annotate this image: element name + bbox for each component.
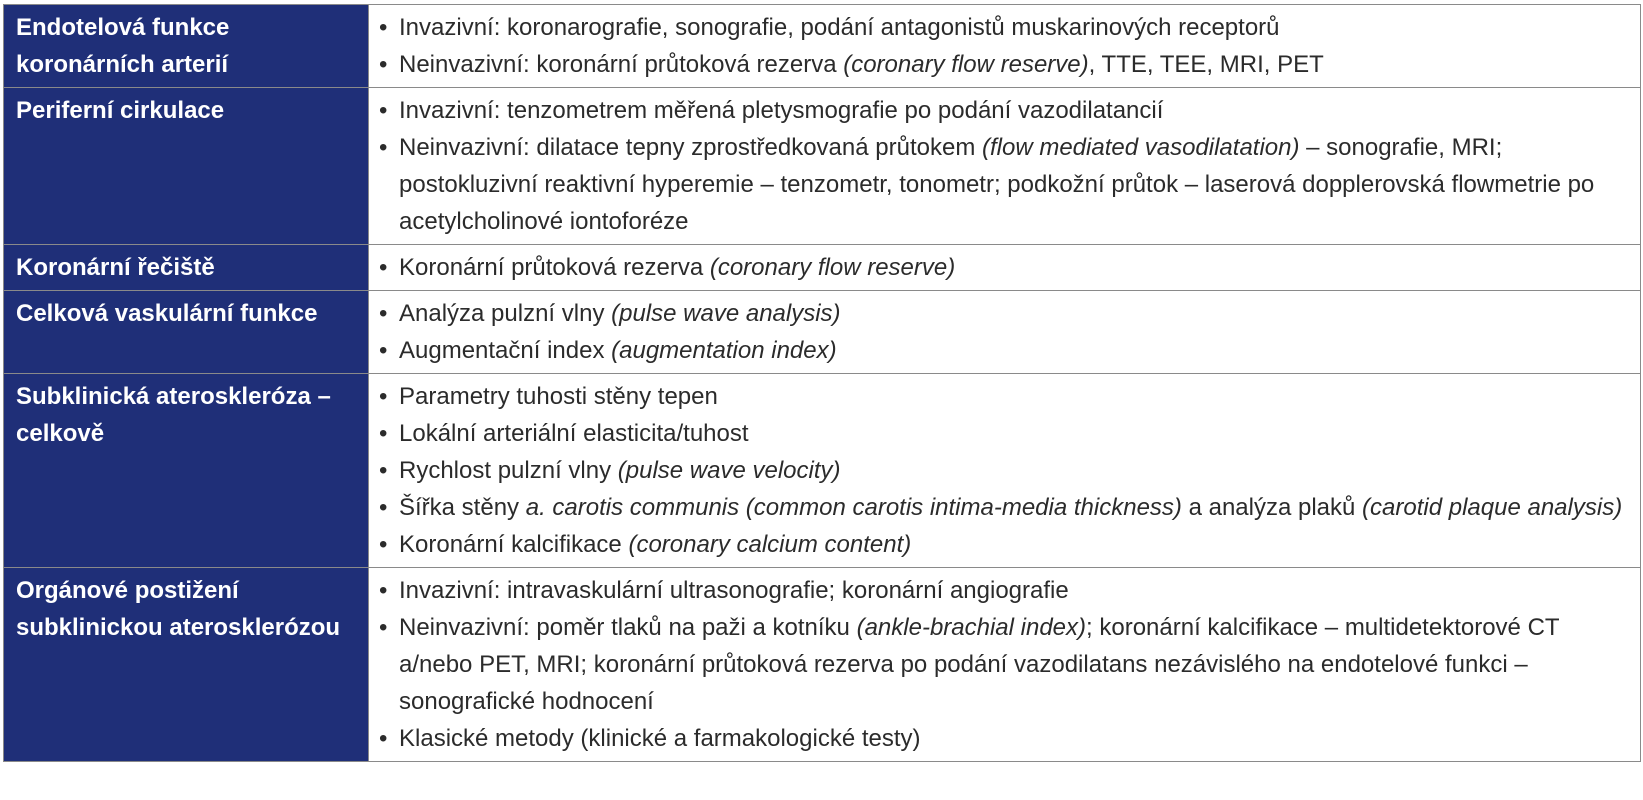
item-text: Koronární průtoková rezerva: [399, 254, 710, 281]
bullet-icon: •: [379, 577, 388, 604]
bullet-icon: •: [379, 254, 388, 281]
items-cell: [369, 88, 1641, 245]
table-row: [4, 568, 1641, 762]
list-item: [379, 526, 1630, 563]
bullet-icon: •: [379, 14, 388, 41]
bullet-icon: •: [379, 51, 388, 78]
item-text-italic: (coronary calcium content): [628, 531, 912, 558]
bullet-icon: •: [379, 531, 388, 558]
bullet-icon: •: [379, 614, 388, 641]
list-item: [379, 129, 1630, 240]
bullet-icon: •: [379, 420, 388, 447]
table-row: [4, 88, 1641, 245]
item-text: Rychlost pulzní vlny: [399, 457, 618, 484]
bullet-icon: •: [379, 725, 388, 752]
list-item: [379, 249, 1630, 286]
items-cell: [369, 291, 1641, 374]
table-row: [4, 374, 1641, 568]
list-item: [379, 46, 1630, 83]
table-row: [4, 291, 1641, 374]
item-text-italic: (ankle-brachial index): [856, 614, 1087, 641]
table-row: [4, 5, 1641, 88]
item-text-italic: (flow mediated vasodilatation): [981, 134, 1300, 161]
item-text: Invazivní: tenzometrem měřená pletysmografie po podání vazodilatancií: [399, 97, 1164, 124]
list-item: [379, 572, 1630, 609]
list-item: [379, 378, 1630, 415]
list-item: [379, 489, 1630, 526]
list-item: [379, 92, 1630, 129]
item-text-italic: (pulse wave velocity): [617, 457, 841, 484]
list-item: [379, 609, 1630, 720]
list-item: [379, 9, 1630, 46]
category-cell: Koronární řečiště: [4, 245, 369, 291]
bullet-icon: •: [379, 457, 388, 484]
item-text-italic: a. carotis communis (common carotis intima-media thickness): [525, 494, 1182, 521]
item-text: Augmentační index: [399, 337, 612, 364]
bullet-icon: •: [379, 300, 388, 327]
bullet-icon: •: [379, 337, 388, 364]
items-cell: [369, 374, 1641, 568]
item-text: Lokální arteriální elasticita/tuhost: [399, 420, 749, 447]
item-text-italic: (pulse wave analysis): [611, 300, 841, 327]
bullet-icon: •: [379, 134, 388, 161]
category-cell: Subklinická ateroskleróza – celkově: [4, 374, 369, 568]
item-text: Koronární kalcifikace: [399, 531, 629, 558]
item-text: a analýza plaků: [1181, 494, 1363, 521]
category-cell: Celková vaskulární funkce: [4, 291, 369, 374]
item-text: Šířka stěny: [399, 494, 526, 521]
methods-table-body: [4, 5, 1641, 762]
item-text-italic: (coronary flow reserve): [843, 51, 1089, 78]
item-text-italic: (augmentation index): [611, 337, 837, 364]
methods-table: [3, 4, 1641, 762]
list-item: [379, 720, 1630, 757]
item-text: Neinvazivní: koronární průtoková rezerva: [399, 51, 844, 78]
item-text: – sonografie, MRI; postokluzivní reaktivní hyperemie – tenzometr, tonometr; podkožní průtok – laserová dopplerovská flowmetrie po acetylcholinové iontoforéze: [399, 134, 1595, 235]
item-text: Analýza pulzní vlny: [399, 300, 612, 327]
table-row: [4, 245, 1641, 291]
item-text: Invazivní: koronarografie, sonografie, podání antagonistů muskarinových receptorů: [399, 14, 1280, 41]
item-text: Invazivní: intravaskulární ultrasonografie; koronární angiografie: [399, 577, 1069, 604]
list-item: [379, 295, 1630, 332]
bullet-icon: •: [379, 494, 388, 521]
item-text-italic: (carotid plaque analysis): [1362, 494, 1623, 521]
item-text: Neinvazivní: dilatace tepny zprostředkovaná průtokem: [399, 134, 982, 161]
item-text: Neinvazivní: poměr tlaků na paži a kotníku: [399, 614, 857, 641]
items-cell: [369, 245, 1641, 291]
list-item: [379, 415, 1630, 452]
items-cell: [369, 568, 1641, 762]
item-text-italic: (coronary flow reserve): [709, 254, 956, 281]
category-cell: Periferní cirkulace: [4, 88, 369, 245]
list-item: [379, 452, 1630, 489]
category-cell: Orgánové postižení subklinickou aterosklerózou: [4, 568, 369, 762]
item-text: Parametry tuhosti stěny tepen: [399, 383, 718, 410]
category-cell: Endotelová funkce koronárních arterií: [4, 5, 369, 88]
item-text: Klasické metody (klinické a farmakologické testy): [399, 725, 921, 752]
item-text: ; koronární kalcifikace – multidetektorové CT a/nebo PET, MRI; koronární průtoková rezerva po podání vazodilatans nezávislého na endotelové funkci – sonografické hodnocení: [399, 614, 1560, 715]
items-cell: [369, 5, 1641, 88]
bullet-icon: •: [379, 97, 388, 124]
item-text: , TTE, TEE, MRI, PET: [1088, 51, 1324, 78]
bullet-icon: •: [379, 383, 388, 410]
list-item: [379, 332, 1630, 369]
